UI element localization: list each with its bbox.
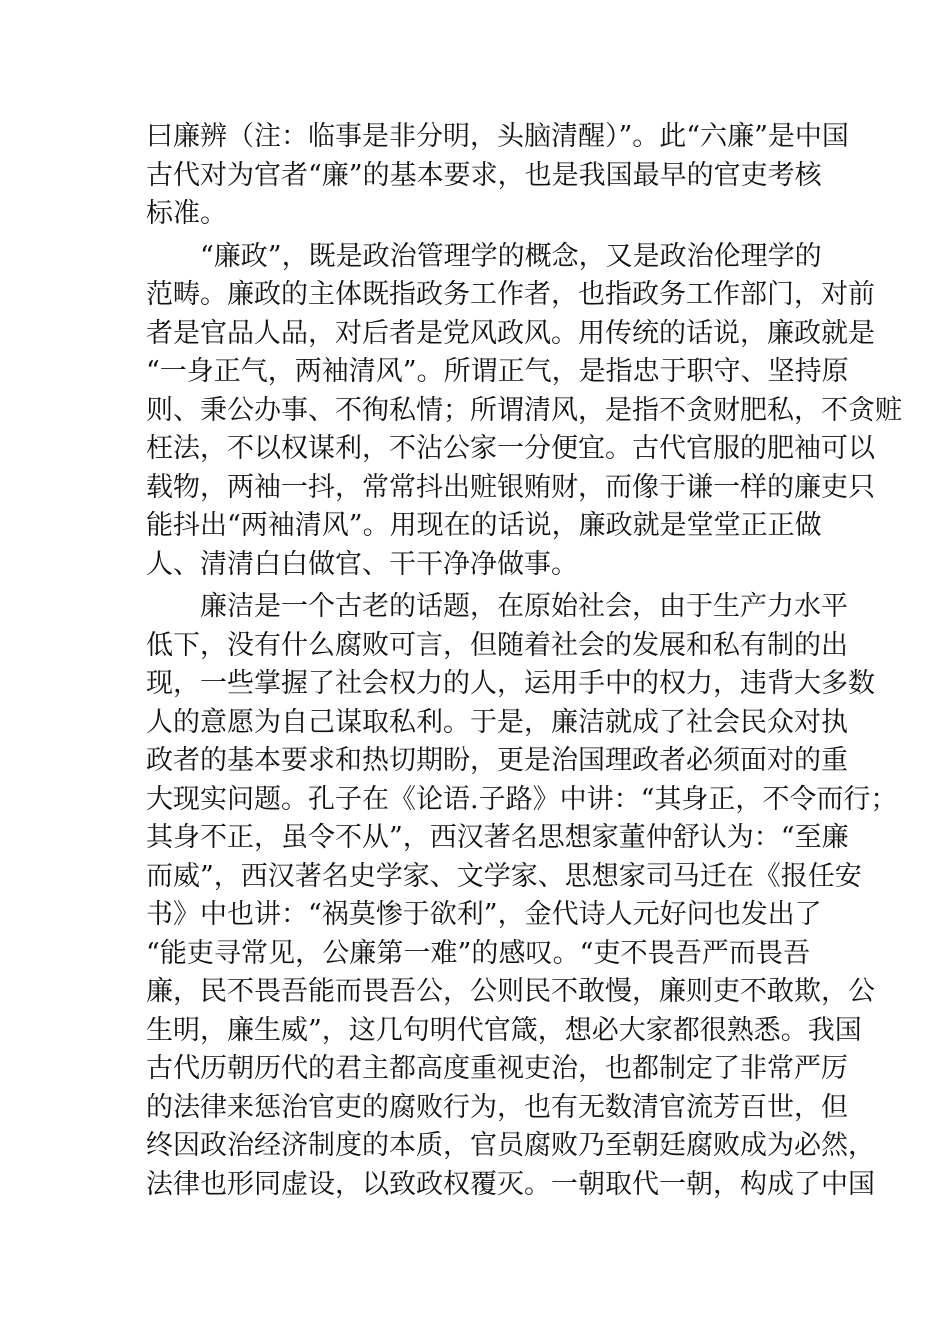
text-line: “廉政”，既是政治管理学的概念，又是政治伦理学的 xyxy=(200,240,822,272)
text-line: 古代历朝历代的君主都高度重视吏治，也都制定了非常严厉 xyxy=(146,1053,848,1084)
text-line: 范畴。廉政的主体既指政务工作者，也指政务工作部门，对前 xyxy=(146,279,875,310)
text-line: 终因政治经济制度的本质，官员腐败乃至朝廷腐败成为必然， xyxy=(146,1130,875,1161)
paragraph xyxy=(146,118,849,234)
paragraph xyxy=(146,238,902,585)
text-line: 而威”，西汉著名史学家、文学家、思想家司马迁在《报任安 xyxy=(146,860,862,892)
body-text xyxy=(146,118,902,1204)
text-line: 现，一些掌握了社会权力的人，运用手中的权力，违背大多数 xyxy=(146,668,875,699)
text-line: 则、秉公办事、不徇私情；所谓清风，是指不贪财肥私，不贪赃 xyxy=(146,394,902,426)
text-line: 的法律来惩治官吏的腐败行为，也有无数清官流芳百世，但 xyxy=(146,1091,848,1123)
text-line: 古代对为官者“廉”的基本要求，也是我国最早的官吏考核 xyxy=(146,159,822,191)
text-line: 低下，没有什么腐败可言，但随着社会的发展和私有制的出 xyxy=(146,629,848,661)
text-line: 其身不正，虽令不从”，西汉著名思想家董仲舒认为：“至廉 xyxy=(146,822,849,853)
paragraph xyxy=(146,588,898,1204)
text-line: 人的意愿为自己谋取私利。于是，廉洁就成了社会民众对执 xyxy=(146,706,848,738)
text-line: 者是官品人品，对后者是党风政风。用传统的话说，廉政就是 xyxy=(146,317,875,349)
text-line: 载物，两袖一抖，常常抖出赃银贿财，而像于谦一样的廉吏只 xyxy=(146,471,875,503)
text-line: 法律也形同虚设，以致政权覆灭。一朝取代一朝，构成了中国 xyxy=(146,1168,875,1200)
text-line: 大现实问题。孔子在《论语.子路》中讲：“其身正，不令而行； xyxy=(146,783,898,815)
text-line: 书》中也讲：“祸莫惨于欲利”，金代诗人元好问也发出了 xyxy=(146,899,822,930)
text-line: 政者的基本要求和热切期盼，更是治国理政者必须面对的重 xyxy=(146,745,848,776)
text-line: 标准。 xyxy=(146,198,227,229)
text-line: 廉洁是一个古老的话题，在原始社会，由于生产力水平 xyxy=(200,591,848,622)
text-line: 人、清清白白做官、干干净净做事。 xyxy=(146,548,578,580)
text-line: 曰廉辨（注：临事是非分明，头脑清醒）”。此“六廉”是中国 xyxy=(146,121,849,152)
text-line: “能吏寻常见，公廉第一难”的感叹。“吏不畏吾严而畏吾 xyxy=(146,937,810,969)
text-line: 生明，廉生威”，这几句明代官箴，想必大家都很熟悉。我国 xyxy=(146,1014,862,1046)
text-line: 能抖出“两袖清风”。用现在的话说，廉政就是堂堂正正做 xyxy=(146,510,822,541)
text-line: 廉，民不畏吾能而畏吾公，公则民不敢慢，廉则吏不敢欺，公 xyxy=(146,976,875,1007)
text-line: “一身正气，两袖清风”。所谓正气，是指忠于职守、坚持原 xyxy=(146,356,849,387)
text-line: 枉法，不以权谋利，不沾公家一分便宜。古代官服的肥袖可以 xyxy=(146,433,875,464)
